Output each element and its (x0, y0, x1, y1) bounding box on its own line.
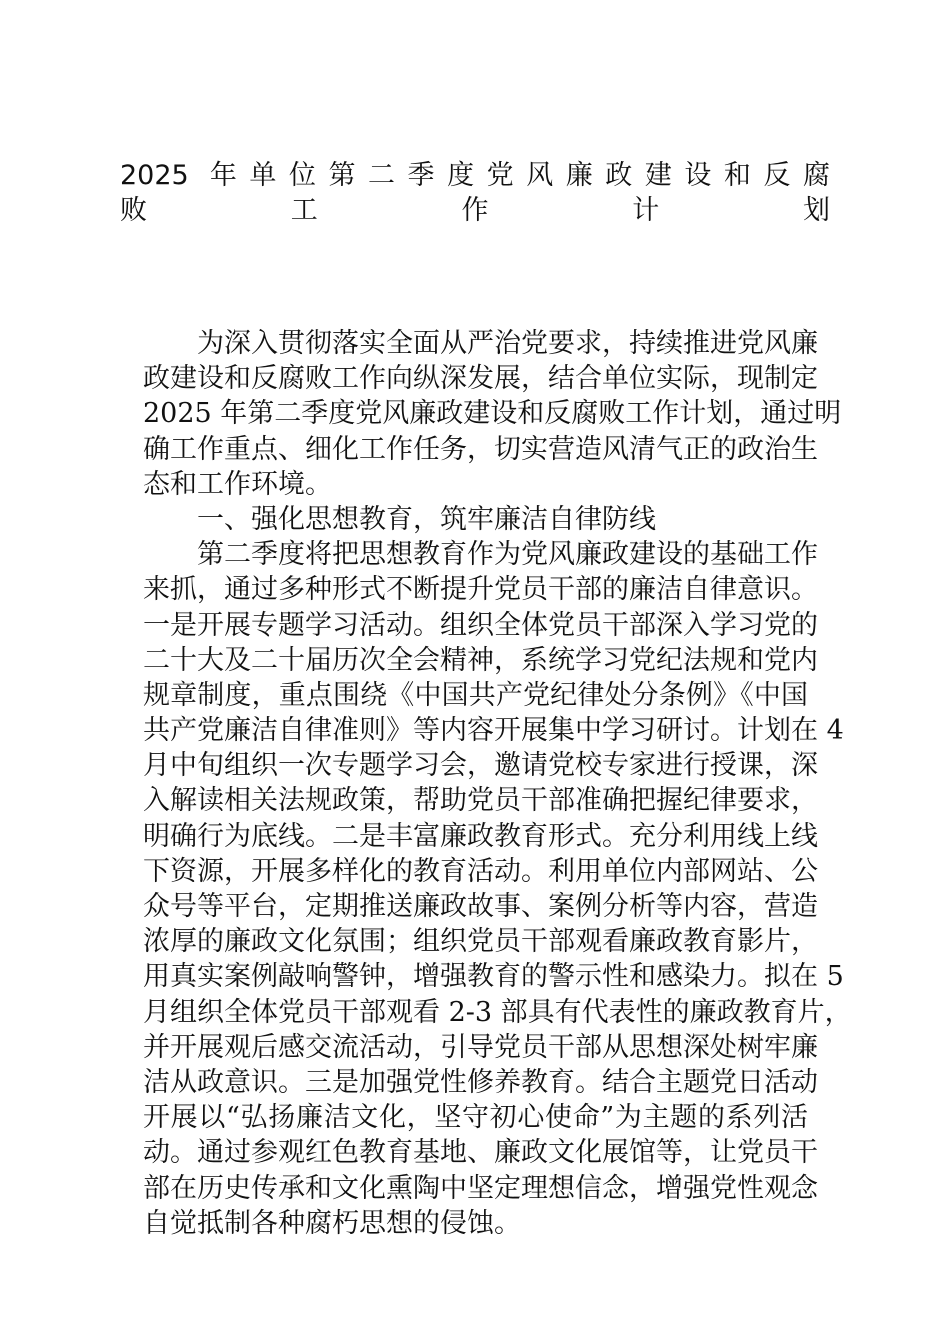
title-line-1: 2025 年单位第二季度党风廉政建设和反腐 (120, 160, 830, 191)
text-line: 政建设和反腐败工作向纵深发展，结合单位实际，现制定 (143, 363, 818, 395)
section-1-paragraph (143, 537, 852, 1241)
section-heading: 一、强化思想教育，筑牢廉洁自律防线 (197, 503, 656, 535)
text-line: 入解读相关法规政策，帮助党员干部准确把握纪律要求， (143, 785, 818, 817)
text-line: 洁从政意识。三是加强党性修养教育。结合主题党日活动 (143, 1066, 818, 1098)
intro-paragraph (143, 326, 842, 502)
document-title (120, 158, 830, 228)
text-line: 浓厚的廉政文化氛围；组织党员干部观看廉政教育影片， (143, 926, 818, 958)
text-line: 为深入贯彻落实全面从严治党要求，持续推进党风廉 (197, 328, 818, 359)
text-line: 自觉抵制各种腐朽思想的侵蚀。 (143, 1207, 521, 1239)
text-line: 月中旬组织一次专题学习会，邀请党校专家进行授课，深 (143, 750, 818, 782)
text-line: 部在历史传承和文化熏陶中坚定理想信念，增强党性观念 (143, 1172, 818, 1204)
text-line: 2025 年第二季度党风廉政建设和反腐败工作计划，通过明 (143, 398, 842, 430)
text-line: 第二季度将把思想教育作为党风廉政建设的基础工作 (197, 539, 818, 571)
text-line: 用真实案例敲响警钟，增强教育的警示性和感染力。拟在 5 (143, 961, 844, 993)
text-line: 态和工作环境。 (143, 468, 332, 500)
text-line: 一是开展专题学习活动。组织全体党员干部深入学习党的 (143, 609, 818, 641)
text-line: 下资源，开展多样化的教育活动。利用单位内部网站、公 (143, 855, 818, 887)
text-line: 共产党廉洁自律准则》等内容开展集中学习研讨。计划在 4 (143, 715, 844, 747)
text-line: 并开展观后感交流活动，引导党员干部从思想深处树牢廉 (143, 1031, 818, 1063)
text-line: 确工作重点、细化工作任务，切实营造风清气正的政治生 (143, 433, 818, 465)
text-line: 明确行为底线。二是丰富廉政教育形式。充分利用线上线 (143, 820, 818, 852)
text-line: 动。通过参观红色教育基地、廉政文化展馆等，让党员干 (143, 1137, 818, 1169)
text-line: 二十大及二十届历次全会精神，系统学习党纪法规和党内 (143, 644, 818, 676)
title-line-2: 败工作计划 (120, 195, 830, 227)
text-line: 来抓，通过多种形式不断提升党员干部的廉洁自律意识。 (143, 574, 818, 606)
document-body (143, 326, 852, 1241)
text-line: 月组织全体党员干部观看 2-3 部具有代表性的廉政教育片， (143, 996, 852, 1028)
text-line: 规章制度，重点围绕《中国共产党纪律处分条例》《中国 (143, 679, 808, 711)
text-line: 众号等平台，定期推送廉政故事、案例分析等内容，营造 (143, 891, 818, 922)
text-line: 开展以“弘扬廉洁文化，坚守初心使命”为主题的系列活 (143, 1102, 808, 1134)
